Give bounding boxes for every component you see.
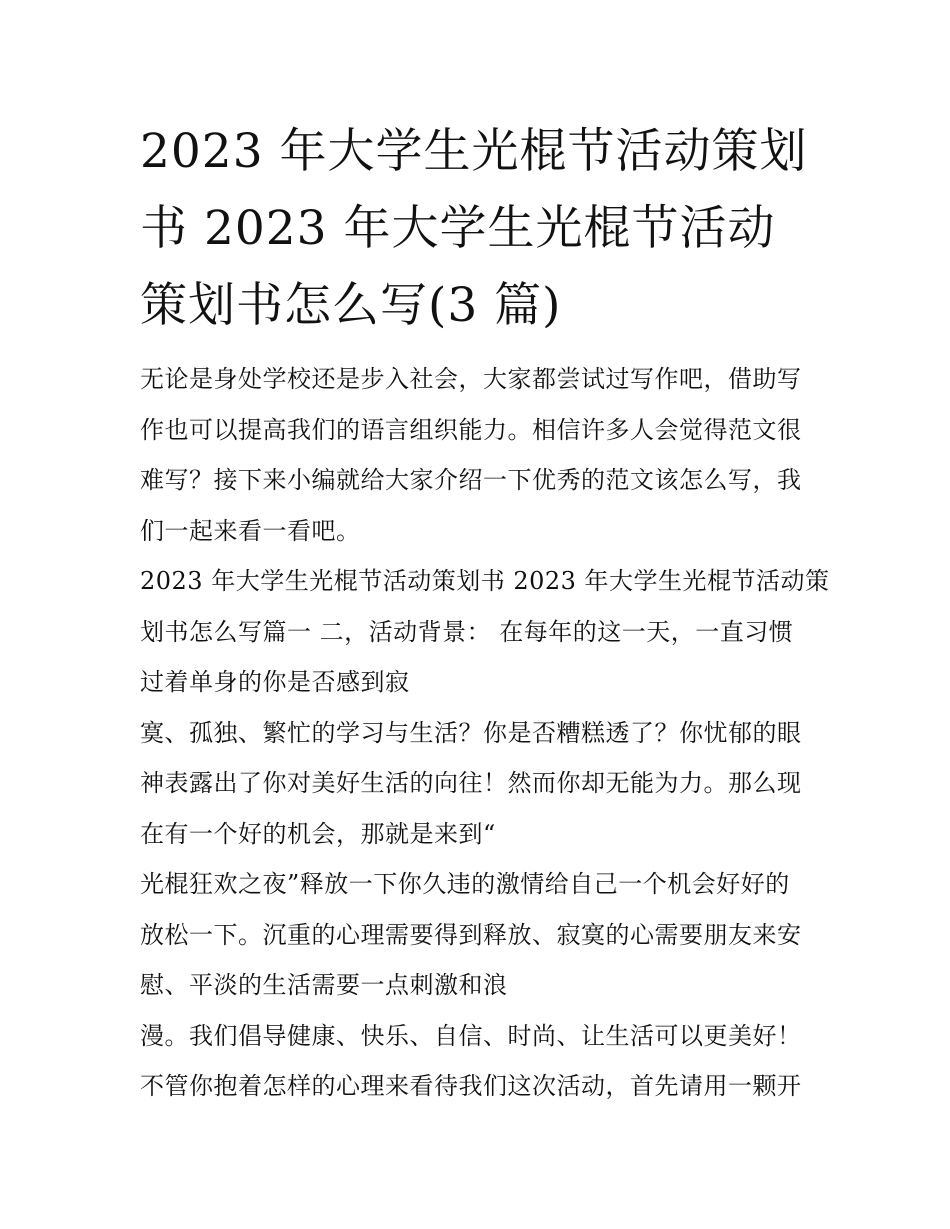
body-line: 作也可以提高我们的语言组织能力。相信许多人会觉得范文很 — [140, 415, 802, 444]
document-body — [140, 354, 830, 1112]
body-line: 在有一个好的机会，那就是来到“ — [140, 819, 496, 848]
title-line: 2023 年大学生光棍节活动策划 — [140, 124, 808, 179]
body-line: 无论是身处学校还是步入社会，大家都尝试过写作吧，借助写 — [140, 365, 802, 393]
body-line: 们一起来看一看吧。 — [140, 516, 361, 545]
body-line: 2023 年大学生光棍节活动策划书 2023 年大学生光棍节活动策 — [140, 567, 830, 595]
document-title — [140, 113, 820, 344]
body-line: 划书怎么写篇一 二，活动背景： 在每年的这一天，一直习惯 — [140, 617, 794, 646]
body-line: 寞、孤独、繁忙的学习与生活？你是否糟糕透了？你忧郁的眼 — [140, 718, 802, 747]
body-line: 光棍狂欢之夜”释放一下你久违的激情给自己一个机会好好的 — [140, 870, 790, 898]
title-line: 策划书怎么写(3 篇) — [140, 278, 562, 333]
body-line: 难写？接下来小编就给大家介绍一下优秀的范文该怎么写，我 — [140, 466, 802, 494]
body-line: 放松一下。沉重的心理需要得到释放、寂寞的心需要朋友来安 — [140, 920, 802, 949]
document-page — [140, 113, 830, 1112]
body-line: 漫。我们倡导健康、快乐、自信、时尚、让生活可以更美好！ — [140, 1021, 802, 1050]
body-line: 不管你抱着怎样的心理来看待我们这次活动，首先请用一颗开 — [140, 1072, 802, 1100]
title-line: 书 2023 年大学生光棍节活动 — [140, 201, 776, 256]
body-line: 神表露出了你对美好生活的向往！然而你却无能为力。那么现 — [140, 769, 802, 797]
body-line: 慰、平淡的生活需要一点刺激和浪 — [140, 971, 508, 999]
body-line: 过着单身的你是否感到寂 — [140, 668, 410, 696]
